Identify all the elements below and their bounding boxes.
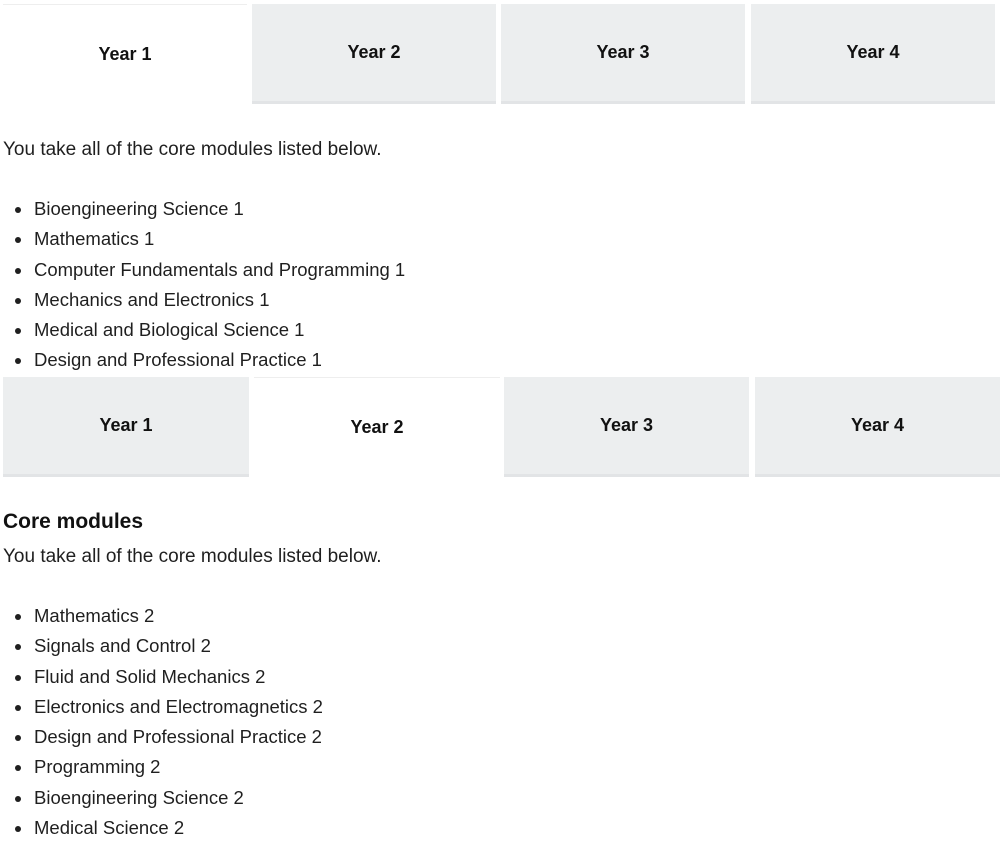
module-list (3, 601, 323, 843)
list-item: Electronics and Electromagnetics 2 (3, 692, 323, 722)
tab-year-4[interactable]: Year 4 (751, 4, 995, 104)
list-item: Medical Science 2 (3, 813, 323, 843)
list-item: Signals and Control 2 (3, 631, 323, 661)
list-item: Mathematics 1 (3, 224, 405, 254)
year-tabs (0, 377, 1000, 479)
tab-year-2[interactable]: Year 2 (254, 377, 500, 477)
list-item: Fluid and Solid Mechanics 2 (3, 662, 323, 692)
tab-year-2[interactable]: Year 2 (252, 4, 496, 104)
intro-text: You take all of the core modules listed below. (3, 546, 382, 567)
list-item: Design and Professional Practice 1 (3, 345, 405, 375)
list-item: Programming 2 (3, 752, 323, 782)
tab-year-3[interactable]: Year 3 (504, 377, 749, 477)
list-item: Medical and Biological Science 1 (3, 315, 405, 345)
list-item: Bioengineering Science 2 (3, 783, 323, 813)
list-item: Computer Fundamentals and Programming 1 (3, 255, 405, 285)
list-item: Design and Professional Practice 2 (3, 722, 323, 752)
section-heading: Core modules (3, 510, 144, 533)
tab-year-4[interactable]: Year 4 (755, 377, 1000, 477)
list-item: Mechanics and Electronics 1 (3, 285, 405, 315)
year-tabs (0, 4, 1000, 106)
list-item: Bioengineering Science 1 (3, 194, 405, 224)
module-list (3, 194, 405, 376)
intro-text: You take all of the core modules listed below. (3, 139, 382, 160)
list-item: Mathematics 2 (3, 601, 323, 631)
tab-year-3[interactable]: Year 3 (501, 4, 745, 104)
tab-year-1[interactable]: Year 1 (3, 377, 249, 477)
tab-year-1[interactable]: Year 1 (3, 4, 247, 104)
